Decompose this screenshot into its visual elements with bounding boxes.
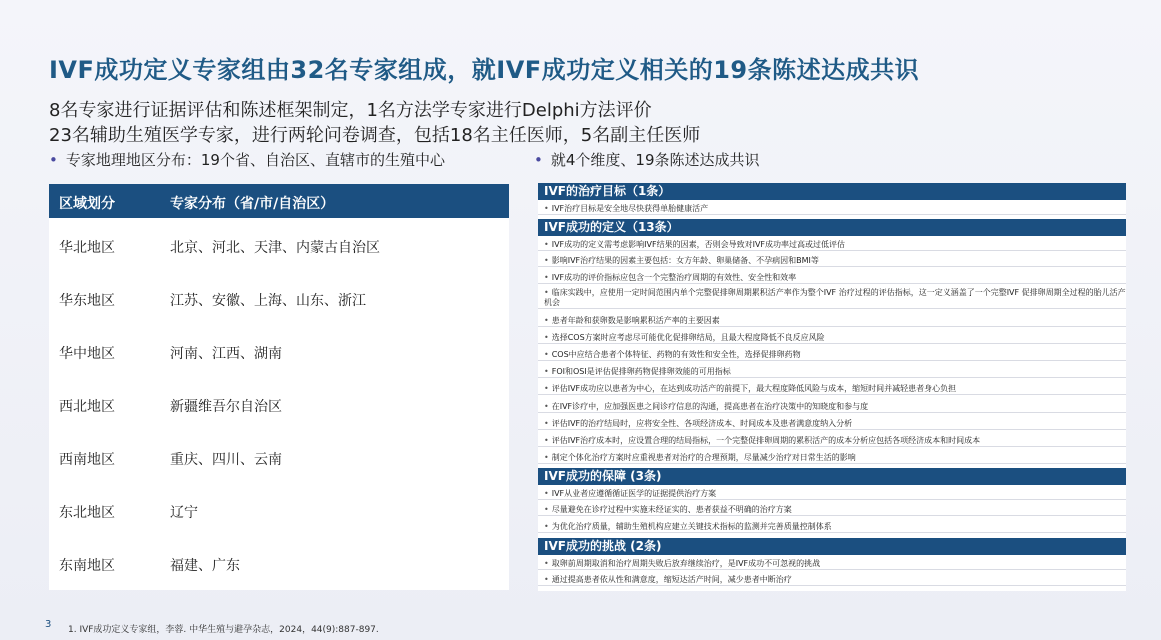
region-table-header (49, 184, 509, 218)
section-header-definition: IVF成功的定义（13条） (538, 219, 1126, 236)
region-cell: 西北地区 (59, 399, 115, 415)
provinces-cell: 新疆维吾尔自治区 (170, 399, 282, 415)
list-item (538, 240, 1126, 251)
bullet-dot-icon: • (544, 453, 549, 462)
list-item (538, 453, 1126, 464)
list-item (538, 350, 1126, 361)
provinces-cell: 重庆、四川、云南 (170, 452, 282, 468)
list-item (538, 316, 1126, 327)
list-item-text: 制定个体化治疗方案时应重视患者对治疗的合理预期，尽量减少治疗对日常生活的影响 (551, 453, 856, 462)
bullet-dot-icon: • (544, 367, 549, 376)
list-item (538, 505, 1126, 516)
bullet-geography (49, 149, 445, 170)
list-item (538, 575, 1126, 586)
list-item-text: 通过提高患者依从性和满意度，缩短达活产时间，减少患者中断治疗 (551, 575, 792, 584)
bullet-dot-icon: • (544, 204, 549, 213)
header-region: 区域划分 (59, 196, 115, 212)
bullet-dot-icon: • (544, 489, 549, 498)
list-item (538, 288, 1126, 309)
bullet-dot-icon: • (544, 522, 549, 531)
bullet-dot-icon: • (544, 419, 549, 428)
list-item-text: 评估IVF治疗成本时，应设置合理的结局指标，一个完整促排卵周期的累积活产的成本分析应包括各项经济成本和时间成本 (551, 436, 981, 445)
list-item (538, 204, 1126, 215)
subtitle-line-1: 8名专家进行证据评估和陈述框架制定，1名方法学专家进行Delphi方法评价 (49, 100, 652, 121)
list-item (538, 489, 1126, 500)
list-item (538, 273, 1126, 284)
list-item (538, 367, 1126, 378)
bullet-dot-icon: • (544, 333, 549, 342)
list-item-text: 为优化治疗质量，辅助生殖机构应建立关键技术指标的监测并完善质量控制体系 (551, 522, 832, 531)
list-item-text: IVF治疗目标是安全地尽快获得单胎健康活产 (551, 204, 709, 213)
section-header-goal: IVF的治疗目标（1条） (538, 183, 1126, 200)
bullet-dot-icon: • (544, 273, 549, 282)
list-item-text: 尽量避免在诊疗过程中实施未经证实的、患者获益不明确的治疗方案 (551, 505, 792, 514)
bullet-dot-icon: • (544, 436, 549, 445)
bullet-dot-icon: • (544, 256, 549, 265)
list-item-text: 选择COS方案时应考虑尽可能优化促排卵结局，且最大程度降低不良反应风险 (551, 333, 825, 342)
region-cell: 华东地区 (59, 293, 115, 309)
page-title: IVF成功定义专家组由32名专家组成，就IVF成功定义相关的19条陈述达成共识 (49, 56, 920, 84)
bullet-dot-icon: • (534, 151, 543, 169)
bullet-dot-icon: • (544, 575, 549, 584)
bullet-dot-icon: • (544, 350, 549, 359)
list-item-text: FOI和OSI是评估促排卵药物促排卵效能的可用指标 (551, 367, 731, 376)
region-cell: 东北地区 (59, 505, 115, 521)
list-item (538, 559, 1126, 570)
bullet-dot-icon: • (544, 240, 549, 249)
list-item (538, 333, 1126, 344)
subtitle-line-2: 23名辅助生殖医学专家，进行两轮问卷调查，包括18名主任医师，5名副主任医师 (49, 125, 701, 146)
provinces-cell: 福建、广东 (170, 558, 240, 574)
bullet-dot-icon: • (544, 288, 549, 297)
provinces-cell: 北京、河北、天津、内蒙古自治区 (170, 240, 380, 256)
page-number: 3 (45, 619, 52, 630)
bullet-geography-text: 专家地理地区分布：19个省、自治区、直辖市的生殖中心 (65, 151, 445, 169)
list-item-text: 影响IVF治疗结果的因素主要包括：女方年龄、卵巢储备、不孕病因和BMI等 (551, 256, 819, 265)
region-cell: 华中地区 (59, 346, 115, 362)
list-item (538, 522, 1126, 533)
consensus-panel (538, 183, 1126, 591)
list-item-text: 患者年龄和获卵数是影响累积活产率的主要因素 (551, 316, 720, 325)
list-item-text: 评估IVF成功应以患者为中心，在达到成功活产的前提下，最大程度降低风险与成本，缩短时间并减轻患者身心负担 (551, 384, 957, 393)
bullet-dot-icon: • (49, 151, 58, 169)
list-item-text: COS中应结合患者个体特征、药物的有效性和安全性，选择促排卵药物 (551, 350, 801, 359)
region-table (49, 184, 509, 590)
list-item-text: IVF成功的评价指标应包含一个完整治疗周期的有效性、安全性和效率 (551, 273, 797, 282)
bullet-dot-icon: • (544, 505, 549, 514)
list-item-text: IVF成功的定义需考虑影响IVF结果的因素，否则会导致对IVF成功率过高或过低评估 (551, 240, 846, 249)
list-item-text: 临床实践中，应使用一定时间范围内单个完整促排卵周期累积活产率作为整个IVF 治疗过程的评估指标，这一定义涵盖了一个完整IVF 促排卵周期全过程的胎儿活产机会 (544, 288, 1126, 307)
list-item (538, 402, 1126, 413)
list-item (538, 256, 1126, 267)
footnote: 1. IVF成功定义专家组，李蓉. 中华生殖与避孕杂志，2024，44(9):887-897. (68, 625, 379, 635)
bullet-dot-icon: • (544, 559, 549, 568)
list-item-text: 评估IVF的治疗结局时，应将安全性、各项经济成本、时间成本及患者满意度纳入分析 (551, 419, 853, 428)
provinces-cell: 河南、江西、湖南 (170, 346, 282, 362)
section-header-challenge: IVF成功的挑战 (2条) (538, 538, 1126, 555)
section-header-guarantee: IVF成功的保障 (3条) (538, 468, 1126, 485)
region-cell: 东南地区 (59, 558, 115, 574)
provinces-cell: 辽宁 (170, 505, 198, 521)
list-item-text: 取卵前周期取消和治疗周期失败后放弃继续治疗，是IVF成功不可忽视的挑战 (551, 559, 821, 568)
bullet-dot-icon: • (544, 402, 549, 411)
bullet-consensus (534, 149, 760, 170)
list-item-text: IVF从业者应遵循循证医学的证据提供治疗方案 (551, 489, 717, 498)
list-item (538, 436, 1126, 447)
region-cell: 西南地区 (59, 452, 115, 468)
list-item (538, 384, 1126, 395)
header-provinces: 专家分布（省/市/自治区） (170, 196, 335, 212)
list-item-text: 在IVF诊疗中，应加强医患之间诊疗信息的沟通，提高患者在治疗决策中的知晓度和参与度 (551, 402, 869, 411)
list-item (538, 419, 1126, 430)
bullet-dot-icon: • (544, 316, 549, 325)
bullet-dot-icon: • (544, 384, 549, 393)
region-cell: 华北地区 (59, 240, 115, 256)
bullet-consensus-text: 就4个维度、19条陈述达成共识 (550, 151, 760, 169)
provinces-cell: 江苏、安徽、上海、山东、浙江 (170, 293, 366, 309)
